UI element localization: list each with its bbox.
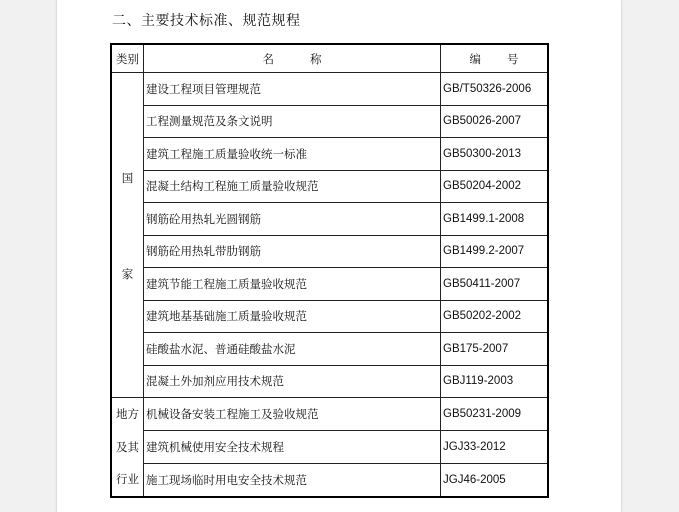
table-row: [111, 365, 548, 398]
table-row: [111, 463, 548, 496]
standard-code: GB50204-2002: [441, 170, 549, 203]
standard-code: GB175-2007: [441, 333, 549, 366]
standard-name: 钢筋砼用热轧带肋钢筋: [144, 235, 441, 268]
standard-code: GB50231-2009: [441, 398, 549, 431]
standard-name: 施工现场临时用电安全技术规范: [144, 463, 441, 496]
section-heading: 二、主要技术标准、规范规程: [112, 13, 301, 29]
category-local: [111, 398, 144, 497]
standard-code: GB1499.2-2007: [441, 235, 549, 268]
standard-code: GB50202-2002: [441, 300, 549, 333]
standard-name: 建筑节能工程施工质量验收规范: [144, 268, 441, 301]
category-national-char1: 国: [121, 171, 134, 185]
header-name-text: 名称: [262, 51, 358, 66]
standard-name: 钢筋砼用热轧光圆钢筋: [144, 203, 441, 236]
standard-code: GB50300-2013: [441, 138, 549, 171]
standard-code: GB1499.1-2008: [441, 203, 549, 236]
standard-name: 工程测量规范及条文说明: [144, 105, 441, 138]
standard-name: 建筑工程施工质量验收统一标准: [144, 138, 441, 171]
standard-code: GBJ119-2003: [441, 365, 549, 398]
document-page: [57, 0, 621, 512]
standard-name: 建筑地基基础施工质量验收规范: [144, 300, 441, 333]
category-national: [111, 73, 144, 398]
category-local-line2: 及其: [116, 439, 139, 454]
table-header-row: [111, 44, 548, 73]
standard-code: GB50026-2007: [441, 105, 549, 138]
standard-code: JGJ46-2005: [441, 463, 549, 496]
standard-name: 建筑机械使用安全技术规程: [144, 430, 441, 463]
standard-name: 建设工程项目管理规范: [144, 73, 441, 106]
header-code: [441, 44, 549, 73]
category-local-line1: 地方: [116, 407, 139, 421]
header-category: 类别: [111, 44, 144, 73]
table-row: [111, 73, 548, 106]
table-row: [111, 300, 548, 333]
table-row: [111, 105, 548, 138]
category-national-char2: 家: [121, 267, 134, 281]
standard-name: 硅酸盐水泥、普通硅酸盐水泥: [144, 333, 441, 366]
table-row: [111, 138, 548, 171]
standards-table: [110, 43, 549, 498]
header-name: [144, 44, 441, 73]
standard-name: 混凝土外加剂应用技术规范: [144, 365, 441, 398]
standard-code: JGJ33-2012: [441, 430, 549, 463]
standard-name: 混凝土结构工程施工质量验收规范: [144, 170, 441, 203]
standard-code: GB50411-2007: [441, 268, 549, 301]
table-row: [111, 170, 548, 203]
table-row: [111, 203, 548, 236]
standard-name: 机械设备安装工程施工及验收规范: [144, 398, 441, 431]
table-row: [111, 235, 548, 268]
header-code-text: 编号: [469, 53, 545, 66]
standard-code: GB/T50326-2006: [441, 73, 549, 106]
table-row: [111, 398, 548, 431]
table-row: [111, 268, 548, 301]
table-row: [111, 333, 548, 366]
table-row: [111, 430, 548, 463]
category-local-line3: 行业: [116, 472, 139, 486]
